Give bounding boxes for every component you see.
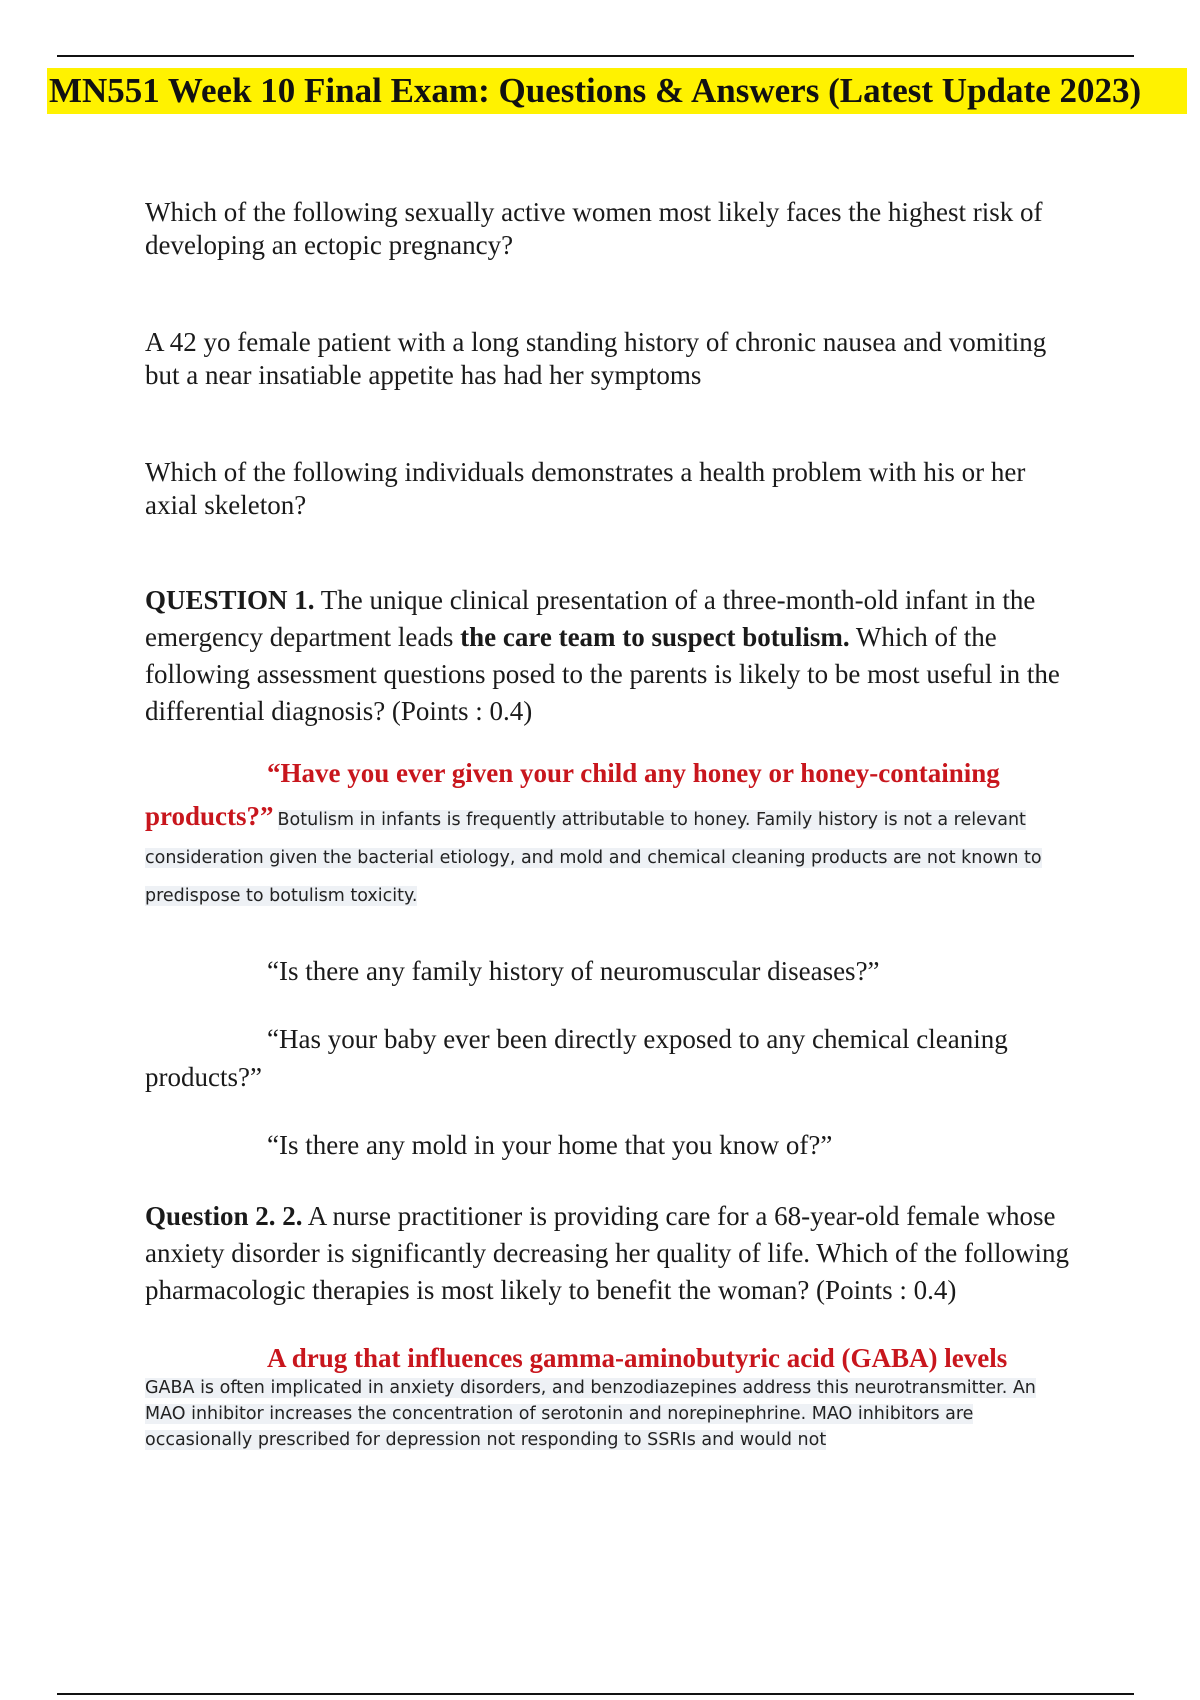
title-highlight [47,68,1187,114]
document-body [145,196,1095,1453]
intro-question-3: Which of the following individuals demonstrates a health problem with his or her axial skeleton? [145,457,1026,520]
question-1-option-1 [145,952,1095,990]
question-1-correct-answer: “Have you ever given your child any honey or honey-containing products?” [145,758,1000,831]
option-text: “Is there any mold in your home that you know of?” [267,1130,833,1160]
option-text: “Has your baby ever been directly exposed to any chemical cleaning products?” [145,1024,1008,1092]
question-1-text-bold: the care team to suspect botulism. [460,622,850,652]
question-2-label: Question 2. 2. [145,1201,303,1231]
intro-question-2: A 42 yo female patient with a long standing history of chronic nausea and vomiting but a near insatiable appetite has had her symptoms [145,327,1047,390]
intro-question-1: Which of the following sexually active women most likely faces the highest risk of developing an ectopic pregnancy? [145,197,1043,260]
top-rule [57,55,1134,57]
question-1-answer-block [145,754,1085,916]
question-2-explanation: GABA is often implicated in anxiety disorders, and benzodiazepines address this neurotransmitter. An MAO inhibitor increases the concentration of serotonin and norepinephrine. MAO inhibitors are occasionally prescribed for depression not responding to SSRIs and would not [145,1378,1036,1450]
document-title: MN551 Week 10 Final Exam: Questions & Answers (Latest Update 2023) [49,71,1142,110]
question-1-explanation: Botulism in infants is frequently attributable to honey. Family history is not a relevant consideration given the bacterial etiology, and mold and chemical cleaning products are not known to predispose to botulism toxicity. [145,810,1042,906]
option-text: “Is there any family history of neuromuscular diseases?” [267,956,880,986]
question-1-text-a: The unique clinical presentation of a three-month-old infant in the emergency department leads [145,585,1036,652]
question-1-option-2 [145,1020,1080,1096]
question-1-label: QUESTION 1. [145,585,315,615]
question-2-correct-answer: A drug that influences gamma-aminobutyric acid (GABA) levels [267,1343,1008,1373]
question-2-explanation-block [145,1375,1080,1453]
question-1 [145,582,1080,730]
question-2 [145,1198,1080,1309]
question-2-text: A nurse practitioner is providing care for a 68-year-old female whose anxiety disorder is significantly decreasing her quality of life. Which of the following pharmacologic therapies is most likely to benefit the woman? (Points : 0.4) [145,1201,1069,1305]
question-1-option-3 [145,1126,1095,1164]
question-1-text-b: Which of the following assessment questions posed to the parents is likely to be most useful in the differential diagnosis? (Points : 0.4) [145,622,1060,726]
question-2-answer-block [145,1341,1085,1375]
bottom-rule [57,1693,1134,1695]
